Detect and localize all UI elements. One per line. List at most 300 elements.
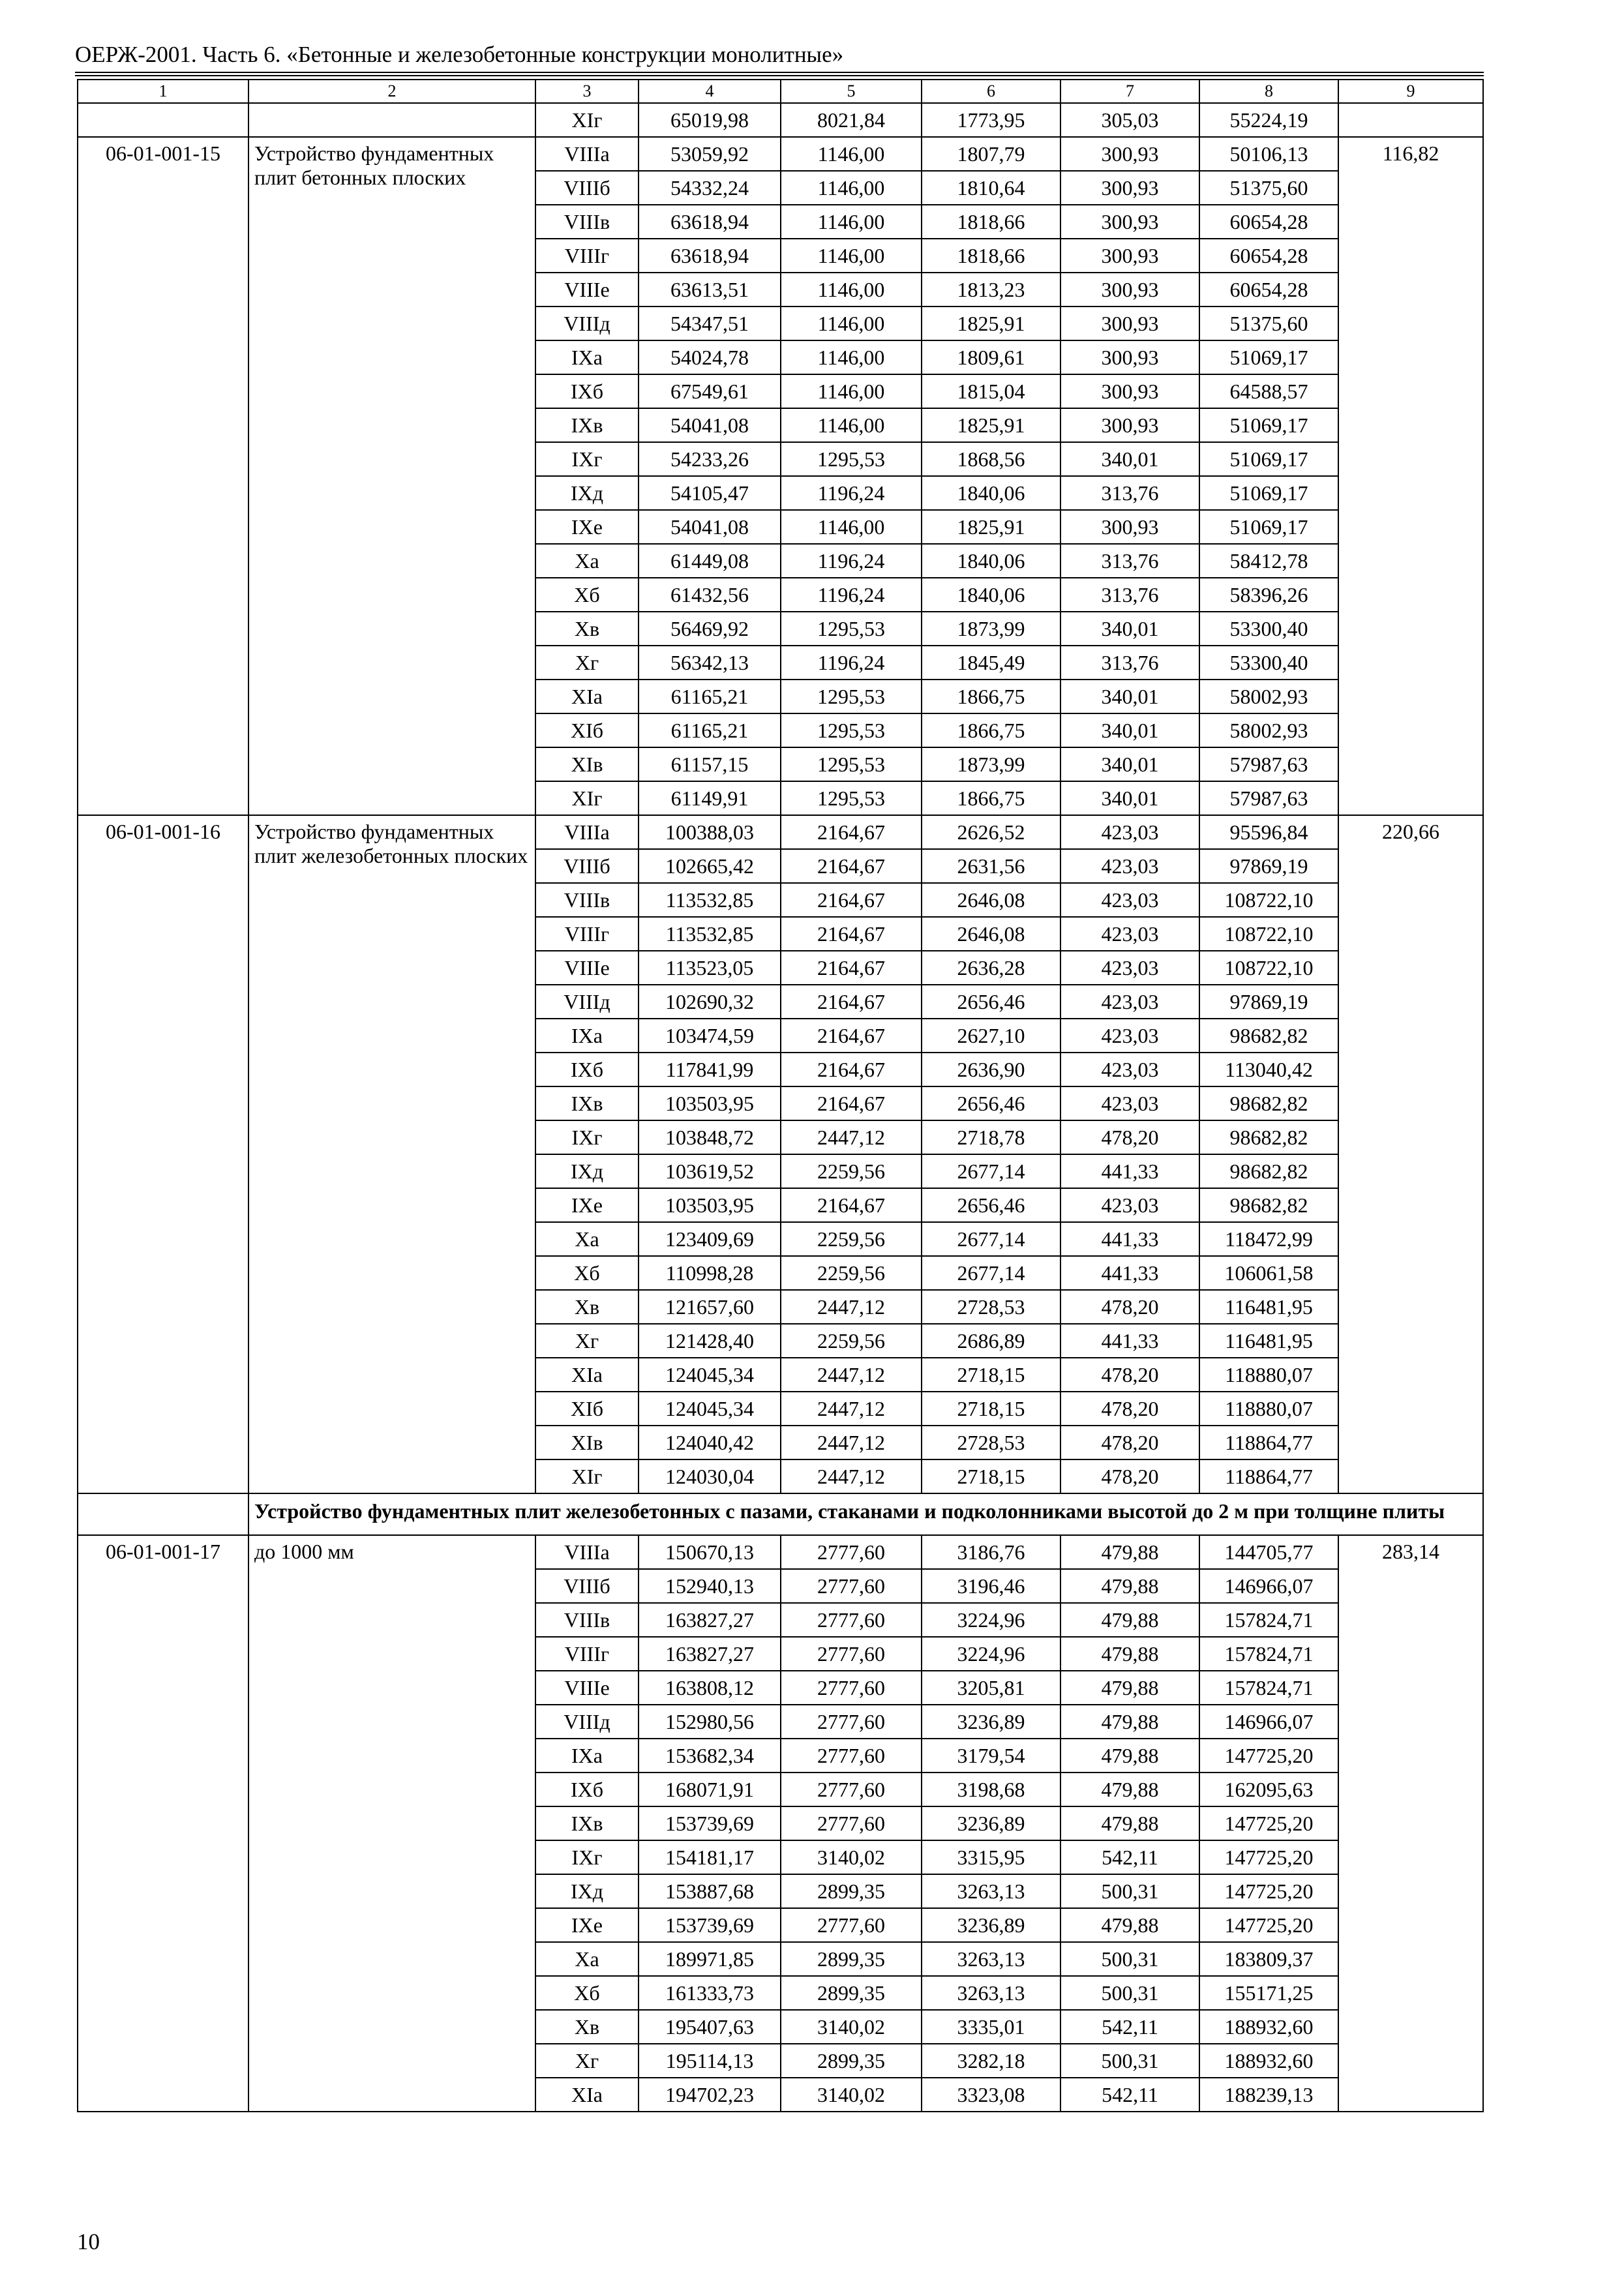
concrete-grade-cell: XIа: [535, 1358, 639, 1392]
value-cell-col6: 2677,14: [922, 1154, 1060, 1188]
value-cell-col8: 98682,82: [1199, 1120, 1338, 1154]
concrete-grade-cell: IXа: [535, 1019, 639, 1053]
value-cell-col7: 441,33: [1060, 1324, 1199, 1358]
value-cell-col7: 423,03: [1060, 883, 1199, 917]
value-cell-col6: 1815,04: [922, 374, 1060, 408]
value-cell-col6: 1868,56: [922, 442, 1060, 476]
value-cell-col4: 110998,28: [639, 1256, 781, 1290]
value-cell-col8: 51069,17: [1199, 340, 1338, 374]
value-cell-col5: 2777,60: [781, 1569, 922, 1603]
value-cell-col8: 118472,99: [1199, 1222, 1338, 1256]
value-cell-col7: 423,03: [1060, 985, 1199, 1019]
value-cell-col4: 103619,52: [639, 1154, 781, 1188]
value-cell-col4: 102665,42: [639, 849, 781, 883]
value-cell-col7: 423,03: [1060, 1019, 1199, 1053]
value-cell-col7: 313,76: [1060, 646, 1199, 680]
concrete-grade-cell: VIIIа: [535, 137, 639, 171]
value-cell-col4: 161333,73: [639, 1976, 781, 2010]
value-cell-col6: 3236,89: [922, 1908, 1060, 1942]
concrete-grade-cell: IXб: [535, 1053, 639, 1086]
name-cell-empty: [248, 103, 535, 137]
value-cell-col8: 51069,17: [1199, 476, 1338, 510]
concrete-grade-cell: VIIIе: [535, 1671, 639, 1705]
value-cell-col8: 97869,19: [1199, 985, 1338, 1019]
page-number: 10: [77, 2229, 100, 2254]
value-cell-col4: 103474,59: [639, 1019, 781, 1053]
concrete-grade-cell: IXд: [535, 1154, 639, 1188]
column-number-1: 1: [78, 80, 248, 103]
column-number-6: 6: [922, 80, 1060, 103]
value-cell-col4: 168071,91: [639, 1773, 781, 1806]
labor-cost-cell: 220,66: [1338, 815, 1483, 1493]
value-cell-col8: 113040,42: [1199, 1053, 1338, 1086]
value-cell-col4: 123409,69: [639, 1222, 781, 1256]
value-cell-col4: 152940,13: [639, 1569, 781, 1603]
concrete-grade-cell: IXа: [535, 1739, 639, 1773]
value-cell-col4: 56342,13: [639, 646, 781, 680]
value-cell-col7: 479,88: [1060, 1535, 1199, 1569]
concrete-grade-cell: VIIIе: [535, 951, 639, 985]
value-cell-col5: 2164,67: [781, 815, 922, 849]
value-cell-col4: 53059,92: [639, 137, 781, 171]
concrete-grade-cell: IXг: [535, 442, 639, 476]
value-cell-col5: 1146,00: [781, 171, 922, 205]
value-cell-col8: 97869,19: [1199, 849, 1338, 883]
value-cell-col7: 340,01: [1060, 680, 1199, 713]
value-cell-col7: 478,20: [1060, 1290, 1199, 1324]
value-cell-col8: 57987,63: [1199, 781, 1338, 815]
value-cell-col6: 1873,99: [922, 747, 1060, 781]
value-cell-col8: 95596,84: [1199, 815, 1338, 849]
value-cell-col5: 2899,35: [781, 1942, 922, 1976]
value-cell-col6: 2677,14: [922, 1222, 1060, 1256]
labor-cell-empty: [1338, 103, 1483, 137]
value-cell-col5: 1295,53: [781, 747, 922, 781]
value-cell-col5: 1196,24: [781, 476, 922, 510]
value-cell-col8: 98682,82: [1199, 1086, 1338, 1120]
page-header-title: ОЕРЖ-2001. Часть 6. «Бетонные и железобетонные конструкции монолитные»: [75, 42, 844, 67]
value-cell-col5: 2899,35: [781, 1874, 922, 1908]
concrete-grade-cell: Xа: [535, 1942, 639, 1976]
concrete-grade-cell: VIIIв: [535, 1603, 639, 1637]
value-cell-col7: 300,93: [1060, 510, 1199, 544]
column-number-4: 4: [639, 80, 781, 103]
work-name-cell: до 1000 мм: [248, 1535, 535, 2112]
value-cell-col7: 300,93: [1060, 239, 1199, 273]
value-cell-col4: 54233,26: [639, 442, 781, 476]
value-cell-col7: 340,01: [1060, 781, 1199, 815]
value-cell-col5: 3140,02: [781, 2010, 922, 2044]
value-cell-col7: 313,76: [1060, 476, 1199, 510]
value-cell-col7: 300,93: [1060, 374, 1199, 408]
concrete-grade-cell: VIIIв: [535, 883, 639, 917]
labor-cost-cell: 116,82: [1338, 137, 1483, 815]
concrete-grade-cell: XIг: [535, 781, 639, 815]
value-cell-col6: 1866,75: [922, 680, 1060, 713]
value-cell-col6: 1807,79: [922, 137, 1060, 171]
value-cell-col4: 124045,34: [639, 1358, 781, 1392]
value-cell-col4: 61165,21: [639, 713, 781, 747]
value-cell-col6: 2656,46: [922, 985, 1060, 1019]
value-cell-col8: 58396,26: [1199, 578, 1338, 612]
value-cell-col6: 3263,13: [922, 1976, 1060, 2010]
value-cell-col7: 500,31: [1060, 2044, 1199, 2078]
value-cell-col8: 147725,20: [1199, 1840, 1338, 1874]
value-cell-col7: 423,03: [1060, 815, 1199, 849]
value-cell-col5: 1146,00: [781, 273, 922, 307]
value-cell-col4: 67549,61: [639, 374, 781, 408]
value-cell-col6: 1810,64: [922, 171, 1060, 205]
value-cell-col7: 340,01: [1060, 442, 1199, 476]
value-cell-col6: 2626,52: [922, 815, 1060, 849]
concrete-grade-cell: XIг: [535, 1459, 639, 1493]
value-cell-col6: 1825,91: [922, 510, 1060, 544]
value-cell-col8: 98682,82: [1199, 1019, 1338, 1053]
value-cell-col7: 340,01: [1060, 747, 1199, 781]
value-cell-col8: 60654,28: [1199, 205, 1338, 239]
table-row: [78, 1535, 1483, 1569]
concrete-grade-cell: XIг: [535, 103, 639, 137]
value-cell-col6: 3323,08: [922, 2078, 1060, 2112]
value-cell-col8: 98682,82: [1199, 1154, 1338, 1188]
value-cell-col7: 479,88: [1060, 1739, 1199, 1773]
value-cell-col6: 1825,91: [922, 307, 1060, 340]
value-cell-col7: 479,88: [1060, 1637, 1199, 1671]
table-row: [78, 137, 1483, 171]
value-cell-col4: 56469,92: [639, 612, 781, 646]
value-cell-col8: 55224,19: [1199, 103, 1338, 137]
work-name-cell: Устройство фундаментных плит железобетонных плоских: [248, 815, 535, 1493]
value-cell-col5: 2259,56: [781, 1324, 922, 1358]
value-cell-col5: 1295,53: [781, 442, 922, 476]
value-cell-col7: 478,20: [1060, 1426, 1199, 1459]
value-cell-col4: 194702,23: [639, 2078, 781, 2112]
value-cell-col6: 3335,01: [922, 2010, 1060, 2044]
value-cell-col7: 479,88: [1060, 1671, 1199, 1705]
value-cell-col8: 51069,17: [1199, 510, 1338, 544]
value-cell-col7: 479,88: [1060, 1569, 1199, 1603]
value-cell-col6: 1813,23: [922, 273, 1060, 307]
value-cell-col6: 3179,54: [922, 1739, 1060, 1773]
value-cell-col7: 423,03: [1060, 1188, 1199, 1222]
value-cell-col5: 2777,60: [781, 1773, 922, 1806]
value-cell-col4: 100388,03: [639, 815, 781, 849]
value-cell-col5: 2447,12: [781, 1392, 922, 1426]
value-cell-col5: 2164,67: [781, 917, 922, 951]
value-cell-col7: 423,03: [1060, 849, 1199, 883]
value-cell-col8: 116481,95: [1199, 1324, 1338, 1358]
value-cell-col7: 479,88: [1060, 1603, 1199, 1637]
value-cell-col8: 155171,25: [1199, 1976, 1338, 2010]
concrete-grade-cell: VIIIг: [535, 917, 639, 951]
concrete-grade-cell: VIIIг: [535, 1637, 639, 1671]
rate-code-cell: 06-01-001-16: [78, 815, 248, 1493]
value-cell-col4: 195407,63: [639, 2010, 781, 2044]
value-cell-col5: 1295,53: [781, 713, 922, 747]
value-cell-col4: 103503,95: [639, 1086, 781, 1120]
column-number-5: 5: [781, 80, 922, 103]
value-cell-col8: 157824,71: [1199, 1637, 1338, 1671]
value-cell-col5: 1146,00: [781, 340, 922, 374]
value-cell-col5: 2777,60: [781, 1637, 922, 1671]
value-cell-col6: 3186,76: [922, 1535, 1060, 1569]
concrete-grade-cell: IXе: [535, 510, 639, 544]
value-cell-col4: 63618,94: [639, 205, 781, 239]
value-cell-col6: 1818,66: [922, 205, 1060, 239]
rate-code-cell: 06-01-001-17: [78, 1535, 248, 2112]
value-cell-col6: 1845,49: [922, 646, 1060, 680]
value-cell-col7: 300,93: [1060, 273, 1199, 307]
concrete-grade-cell: IXб: [535, 374, 639, 408]
value-cell-col5: 2447,12: [781, 1459, 922, 1493]
value-cell-col7: 479,88: [1060, 1705, 1199, 1739]
value-cell-col7: 423,03: [1060, 951, 1199, 985]
value-cell-col7: 441,33: [1060, 1222, 1199, 1256]
value-cell-col5: 2447,12: [781, 1358, 922, 1392]
section-code-cell-empty: [78, 1493, 248, 1535]
value-cell-col6: 1809,61: [922, 340, 1060, 374]
concrete-grade-cell: IXв: [535, 408, 639, 442]
concrete-grade-cell: IXв: [535, 1806, 639, 1840]
value-cell-col5: 1295,53: [781, 612, 922, 646]
table-row: [78, 815, 1483, 849]
value-cell-col7: 300,93: [1060, 408, 1199, 442]
value-cell-col4: 54024,78: [639, 340, 781, 374]
value-cell-col5: 1146,00: [781, 137, 922, 171]
concrete-grade-cell: Xб: [535, 578, 639, 612]
value-cell-col4: 54041,08: [639, 510, 781, 544]
value-cell-col4: 163808,12: [639, 1671, 781, 1705]
value-cell-col7: 313,76: [1060, 544, 1199, 578]
value-cell-col6: 3236,89: [922, 1705, 1060, 1739]
value-cell-col5: 1196,24: [781, 578, 922, 612]
value-cell-col8: 118864,77: [1199, 1459, 1338, 1493]
table-row: [78, 103, 1483, 137]
concrete-grade-cell: VIIIб: [535, 849, 639, 883]
column-number-8: 8: [1199, 80, 1338, 103]
value-cell-col8: 162095,63: [1199, 1773, 1338, 1806]
concrete-grade-cell: Xг: [535, 2044, 639, 2078]
value-cell-col6: 2718,15: [922, 1459, 1060, 1493]
value-cell-col4: 195114,13: [639, 2044, 781, 2078]
value-cell-col4: 153682,34: [639, 1739, 781, 1773]
value-cell-col7: 500,31: [1060, 1942, 1199, 1976]
value-cell-col5: 3140,02: [781, 1840, 922, 1874]
value-cell-col5: 2164,67: [781, 985, 922, 1019]
value-cell-col8: 188932,60: [1199, 2010, 1338, 2044]
value-cell-col5: 2447,12: [781, 1426, 922, 1459]
value-cell-col6: 3198,68: [922, 1773, 1060, 1806]
value-cell-col7: 423,03: [1060, 917, 1199, 951]
value-cell-col8: 157824,71: [1199, 1603, 1338, 1637]
value-cell-col6: 3236,89: [922, 1806, 1060, 1840]
value-cell-col4: 163827,27: [639, 1603, 781, 1637]
value-cell-col8: 58002,93: [1199, 680, 1338, 713]
value-cell-col4: 150670,13: [639, 1535, 781, 1569]
concrete-grade-cell: VIIIб: [535, 1569, 639, 1603]
value-cell-col8: 144705,77: [1199, 1535, 1338, 1569]
value-cell-col6: 2728,53: [922, 1290, 1060, 1324]
value-cell-col8: 106061,58: [1199, 1256, 1338, 1290]
value-cell-col8: 57987,63: [1199, 747, 1338, 781]
value-cell-col4: 54332,24: [639, 171, 781, 205]
value-cell-col5: 1295,53: [781, 680, 922, 713]
value-cell-col8: 147725,20: [1199, 1874, 1338, 1908]
concrete-grade-cell: IXе: [535, 1908, 639, 1942]
value-cell-col5: 2777,60: [781, 1671, 922, 1705]
value-cell-col7: 479,88: [1060, 1773, 1199, 1806]
value-cell-col6: 2636,90: [922, 1053, 1060, 1086]
value-cell-col5: 1295,53: [781, 781, 922, 815]
value-cell-col6: 1773,95: [922, 103, 1060, 137]
value-cell-col8: 157824,71: [1199, 1671, 1338, 1705]
value-cell-col6: 3196,46: [922, 1569, 1060, 1603]
concrete-grade-cell: VIIIб: [535, 171, 639, 205]
value-cell-col4: 102690,32: [639, 985, 781, 1019]
value-cell-col5: 1146,00: [781, 510, 922, 544]
value-cell-col7: 340,01: [1060, 713, 1199, 747]
value-cell-col8: 53300,40: [1199, 612, 1338, 646]
value-cell-col8: 60654,28: [1199, 273, 1338, 307]
value-cell-col6: 3224,96: [922, 1637, 1060, 1671]
value-cell-col5: 1196,24: [781, 544, 922, 578]
value-cell-col4: 117841,99: [639, 1053, 781, 1086]
value-cell-col8: 58412,78: [1199, 544, 1338, 578]
value-cell-col6: 3263,13: [922, 1874, 1060, 1908]
value-cell-col6: 2636,28: [922, 951, 1060, 985]
value-cell-col8: 51375,60: [1199, 307, 1338, 340]
concrete-grade-cell: Xг: [535, 1324, 639, 1358]
value-cell-col4: 113532,85: [639, 917, 781, 951]
section-heading-row: [78, 1493, 1483, 1535]
value-cell-col8: 116481,95: [1199, 1290, 1338, 1324]
value-cell-col5: 2259,56: [781, 1256, 922, 1290]
value-cell-col8: 51069,17: [1199, 408, 1338, 442]
value-cell-col7: 441,33: [1060, 1154, 1199, 1188]
value-cell-col5: 2447,12: [781, 1290, 922, 1324]
value-cell-col4: 103848,72: [639, 1120, 781, 1154]
value-cell-col6: 1873,99: [922, 612, 1060, 646]
column-number-3: 3: [535, 80, 639, 103]
value-cell-col7: 423,03: [1060, 1053, 1199, 1086]
value-cell-col4: 54105,47: [639, 476, 781, 510]
value-cell-col8: 188239,13: [1199, 2078, 1338, 2112]
value-cell-col4: 63618,94: [639, 239, 781, 273]
value-cell-col8: 51375,60: [1199, 171, 1338, 205]
value-cell-col5: 2899,35: [781, 1976, 922, 2010]
section-title: Устройство фундаментных плит железобетонных с пазами, стаканами и подколонниками высотой до 2 м при толщине плиты: [248, 1493, 1483, 1535]
value-cell-col5: 2164,67: [781, 1019, 922, 1053]
value-cell-col8: 108722,10: [1199, 951, 1338, 985]
value-cell-col5: 2777,60: [781, 1535, 922, 1569]
value-cell-col5: 1146,00: [781, 307, 922, 340]
concrete-grade-cell: IXд: [535, 1874, 639, 1908]
value-cell-col6: 1825,91: [922, 408, 1060, 442]
value-cell-col4: 154181,17: [639, 1840, 781, 1874]
value-cell-col5: 2164,67: [781, 1086, 922, 1120]
concrete-grade-cell: Xв: [535, 1290, 639, 1324]
value-cell-col5: 1146,00: [781, 205, 922, 239]
concrete-grade-cell: Xв: [535, 612, 639, 646]
concrete-grade-cell: VIIIа: [535, 815, 639, 849]
value-cell-col6: 2728,53: [922, 1426, 1060, 1459]
value-cell-col8: 147725,20: [1199, 1806, 1338, 1840]
value-cell-col6: 3315,95: [922, 1840, 1060, 1874]
value-cell-col7: 300,93: [1060, 137, 1199, 171]
value-cell-col5: 2899,35: [781, 2044, 922, 2078]
concrete-grade-cell: XIб: [535, 1392, 639, 1426]
value-cell-col4: 163827,27: [639, 1637, 781, 1671]
concrete-grade-cell: XIв: [535, 747, 639, 781]
concrete-grade-cell: VIIIд: [535, 1705, 639, 1739]
value-cell-col7: 478,20: [1060, 1120, 1199, 1154]
value-cell-col6: 1818,66: [922, 239, 1060, 273]
value-cell-col7: 542,11: [1060, 2078, 1199, 2112]
value-cell-col6: 2718,15: [922, 1358, 1060, 1392]
value-cell-col7: 478,20: [1060, 1392, 1199, 1426]
value-cell-col5: 8021,84: [781, 103, 922, 137]
value-cell-col4: 124045,34: [639, 1392, 781, 1426]
value-cell-col6: 2646,08: [922, 917, 1060, 951]
value-cell-col7: 305,03: [1060, 103, 1199, 137]
value-cell-col4: 153739,69: [639, 1908, 781, 1942]
value-cell-col4: 103503,95: [639, 1188, 781, 1222]
value-cell-col7: 313,76: [1060, 578, 1199, 612]
concrete-grade-cell: Xг: [535, 646, 639, 680]
value-cell-col4: 61157,15: [639, 747, 781, 781]
concrete-grade-cell: VIIIд: [535, 307, 639, 340]
value-cell-col6: 2718,78: [922, 1120, 1060, 1154]
value-cell-col6: 2718,15: [922, 1392, 1060, 1426]
value-cell-col7: 500,31: [1060, 1874, 1199, 1908]
value-cell-col7: 479,88: [1060, 1806, 1199, 1840]
value-cell-col8: 51069,17: [1199, 442, 1338, 476]
value-cell-col7: 478,20: [1060, 1358, 1199, 1392]
concrete-grade-cell: IXе: [535, 1188, 639, 1222]
work-name-cell: Устройство фундаментных плит бетонных плоских: [248, 137, 535, 815]
concrete-grade-cell: IXб: [535, 1773, 639, 1806]
column-number-row: [78, 80, 1483, 103]
concrete-grade-cell: VIIIв: [535, 205, 639, 239]
value-cell-col6: 2686,89: [922, 1324, 1060, 1358]
value-cell-col6: 1840,06: [922, 578, 1060, 612]
value-cell-col5: 1146,00: [781, 408, 922, 442]
concrete-grade-cell: VIIIе: [535, 273, 639, 307]
value-cell-col5: 1146,00: [781, 239, 922, 273]
value-cell-col7: 441,33: [1060, 1256, 1199, 1290]
value-cell-col8: 50106,13: [1199, 137, 1338, 171]
value-cell-col8: 118864,77: [1199, 1426, 1338, 1459]
value-cell-col8: 98682,82: [1199, 1188, 1338, 1222]
concrete-grade-cell: XIа: [535, 2078, 639, 2112]
value-cell-col4: 153739,69: [639, 1806, 781, 1840]
value-cell-col6: 3205,81: [922, 1671, 1060, 1705]
value-cell-col7: 542,11: [1060, 1840, 1199, 1874]
value-cell-col7: 479,88: [1060, 1908, 1199, 1942]
value-cell-col8: 64588,57: [1199, 374, 1338, 408]
concrete-grade-cell: VIIIа: [535, 1535, 639, 1569]
concrete-grade-cell: VIIIг: [535, 239, 639, 273]
value-cell-col8: 188932,60: [1199, 2044, 1338, 2078]
value-cell-col8: 146966,07: [1199, 1569, 1338, 1603]
value-cell-col5: 2447,12: [781, 1120, 922, 1154]
value-cell-col4: 63613,51: [639, 273, 781, 307]
value-cell-col6: 1866,75: [922, 781, 1060, 815]
value-cell-col5: 2164,67: [781, 883, 922, 917]
concrete-grade-cell: Xа: [535, 1222, 639, 1256]
value-cell-col5: 2777,60: [781, 1739, 922, 1773]
concrete-grade-cell: Xб: [535, 1256, 639, 1290]
